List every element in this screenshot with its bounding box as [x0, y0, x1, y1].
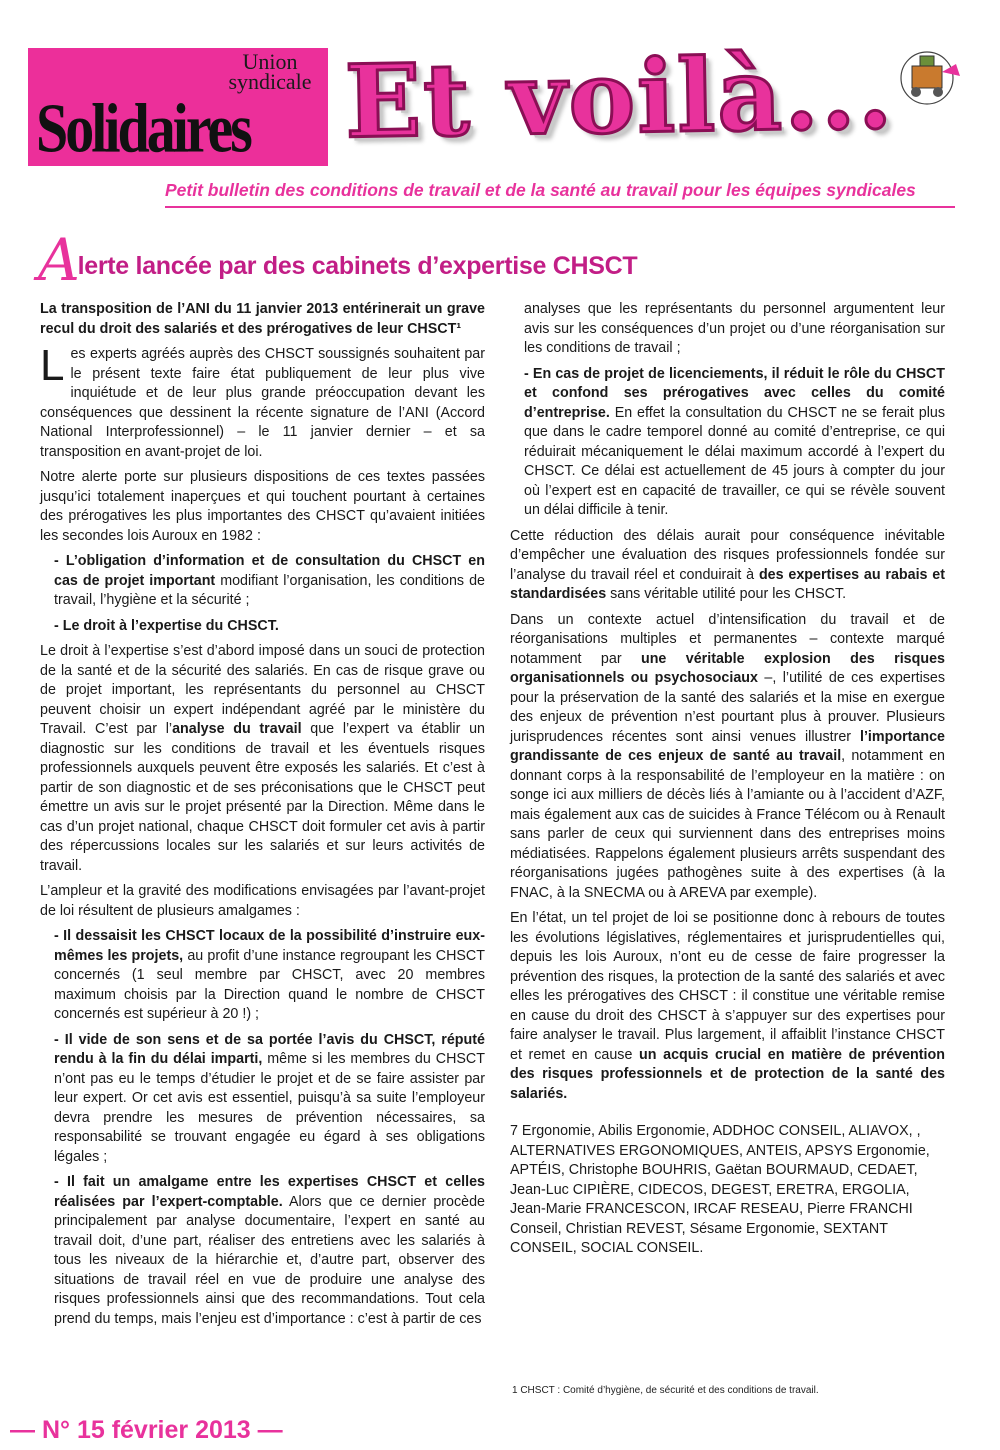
paragraph-delais-bold: des expertises au rabais et standardisées — [510, 566, 946, 602]
paragraph-alert: Notre alerte porte sur plusieurs dispositions de ces textes passées jusqu’ici totalement inaperçues et qui touchent pourtant à certaines des prérogatives les plus importantes des CHSCT qu’avaient initiées les secondes lois Auroux en 1982 : — [40, 469, 485, 544]
bullet-amalgame-text: Alors que ce dernier procède principalement par analyse documentaire, l’expert en santé au travail doit, d’une part, réaliser des entretiens avec les salariés à tous les niveaux de la hiérarchie et, d’autre part, observer des situations de travail réel en vue de produire une analyse des risques professionnels ainsi que des recommandations. Tout cela prend du temps, mais l’enjeu est d’importance : c’est à partir de ces — [54, 1193, 485, 1327]
paragraph-delais — [510, 527, 945, 605]
paragraph-expertise-bold: analyse du travail — [172, 721, 302, 737]
paragraph-conclusion-bold: un acquis crucial en matière de prévention des risques professionnels et de protection de la santé des salariés. — [510, 1046, 945, 1102]
paragraph-contexte-text-2: –, l’utilité de ces expertises pour la préservation de la santé des salariés et la mise en exergue des enjeux de prévention n’est pourtant plus à prouver. Plusieurs jurisprudences récentes sont ainsi venues illustrer — [510, 670, 945, 745]
bullet-licenciements-bold: - En cas de projet de licenciements, il réduit le rôle du CHSCT et confond ses prérogatives avec celles du comité d’entreprise. — [524, 365, 945, 421]
solidaires-logo-text: Solidaires — [36, 89, 250, 168]
bullet-licenciements-text: En effet la consultation du CHSCT ne se ferait plus que dans le cadre temporel donné au comité d’entreprise, ce qui réduirait mécaniquement le délai maximum accordé à l’expert du CHSCT. Ce délai est actuellement de 45 jours à compter du jour où l’expert est en capacité de travailler, ce qui se révèle souvent un délai difficile à tenir. — [524, 404, 945, 518]
paragraph-conclusion — [510, 909, 945, 1104]
bullet-information-bold: - L’obligation d’information et de consultation du CHSCT en cas de projet important — [54, 553, 485, 589]
paragraph-contexte-bold-2: l’importance grandissante de ces enjeux de santé au travail — [510, 728, 945, 764]
paragraph-intro-text: es experts agréés auprès des CHSCT soussignés souhaitent par le présent texte faire état publiquement de leur plus vive inquiétude et de leur plus grande préoccupation devant les conséquences que dessinent la récente signature de l’ANI (Accord National Interprofessionnel) – le 11 janvier dernier – et sa transposition en avant-projet de loi. — [40, 346, 485, 460]
bulletin-tagline: Petit bulletin des conditions de travail et de la santé au travail pour les équipes syndicales — [165, 180, 916, 200]
paragraph-conclusion-text: En l’état, un tel projet de loi se positionne donc à rebours de toutes les évolutions législatives, réglementaires et jurisprudentielles qui, depuis les lois Auroux, n’ont eu de cesse de faire progresser la prévention des risques, la protection de la santé des salariés et avec elles les prérogatives des CHSCT : il constitue une véritable remise en cause du droit des CHSCT à s’appuyer sur des expertises pour faire analyser le travail. Plus largement, il affaiblit l’instance CHSCT et remet en cause — [510, 910, 945, 1063]
article-lead: La transposition de l’ANI du 11 janvier 2013 entérinerait un grave recul du droit des salariés et des prérogatives de leur CHSCT¹ — [40, 301, 485, 337]
bullet-avis — [40, 1031, 485, 1168]
paragraph-delais-text-1: Cette réduction des délais aurait pour conséquence inévitable d’empêcher une évaluation des risques professionnels fondée sur l’analyse du travail réel et conduirait à — [510, 527, 945, 583]
tagline-rule — [165, 206, 955, 208]
bullet-amalgame — [40, 1173, 485, 1329]
bullet-amalgame-continued: analyses que les représentants du personnel argumentent leur avis sur les conséquences d’un projet ou d’une réorganisation sur les conditions de travail ; — [524, 301, 945, 356]
logo-union-line-2: syndicale — [228, 69, 312, 94]
issue-number-date: — N° 15 février 2013 — — [10, 1416, 283, 1444]
bullet-dessaisit-bold: - Il dessaisit les CHSCT locaux de la possibilité d’instruire eux-mêmes les projets, — [54, 928, 485, 964]
paragraph-contexte — [510, 611, 945, 904]
paragraph-contexte-bold-1: une véritable explosion des risques organisationnels ou psychosociaux — [510, 650, 945, 686]
bullet-expertise-bold: - Le droit à l’expertise du CHSCT. — [54, 617, 279, 634]
bullet-expertise — [40, 617, 485, 637]
masthead-title: Et voilà... — [344, 33, 896, 161]
bullet-avis-text: même si les membres du CHSCT n’ont pas eu le temps d’étudier le projet et de se faire assister par leur expert. Or cet avis est essentiel, puisqu’à sa suite l’employeur devra prendre les mesures de prévention nécessaires, sa responsabilité se trouvant engagée eu égard à ses obligations légales ; — [54, 1051, 485, 1165]
paragraph-expertise-text-2: que l’expert va établir un diagnostic sur les conditions de travail et les éventuels risques professionnels auxquels peuvent être exposés les salariés. Et c’est à partir de son diagnostic et de ses préconisations que le CHSCT peut émettre un avis sur le projet présenté par la Direction. Même dans le cas d’un projet national, chaque CHSCT doit formuler cet avis à partir des répercussions locales sur les salariés et sur leurs activités de travail. — [40, 721, 485, 874]
bullet-licenciements — [510, 365, 945, 521]
paragraph-delais-text-2: sans véritable utilité pour les CHSCT. — [606, 586, 847, 602]
bullet-information — [40, 552, 485, 611]
bullet-avis-bold: - Il vide de son sens et de sa portée l’avis du CHSCT, réputé rendu à la fin du délai imparti, — [54, 1031, 485, 1067]
paragraph-expertise-text-1: Le droit à l’expertise s’est d’abord imposé dans un souci de protection de la santé et de la sécurité des salariés. En cas de risque grave ou de projet important, les représentants du personnel au CHSCT peuvent choisir un expert indépendant agréé par le ministère du Travail. C’est par l’ — [40, 643, 485, 737]
logo-union-syndicale — [210, 49, 330, 94]
title-initial: A — [38, 226, 80, 294]
article-title — [38, 226, 637, 294]
bullet-dessaisit — [40, 927, 485, 1025]
drop-cap: L — [40, 341, 65, 390]
bullet-amalgame-bold: - Il fait un amalgame entre les expertises CHSCT et celles réalisées par l’expert-comptable. — [54, 1174, 485, 1210]
signatories-list: 7 Ergonomie, Abilis Ergonomie, ADDHOC CONSEIL, ALIAVOX, , ALTERNATIVES ERGONOMIQUES, ANTEIS, APSYS Ergonomie, APTÉIS, Christophe BOUHRIS, Gaëtan BOURMAUD, CEDAET, Jean-Luc CIPIÈRE, CIDECOS, DEGEST, ERETRA, ERGOLIA, Jean-Marie FRANCESCON, IRCAF RESEAU, Pierre FRANCHI Conseil, Christian REVEST, Sésame Ergonomie, SEXTANT CONSEIL, SOCIAL CONSEIL. — [510, 1123, 930, 1256]
paragraph-contexte-text-3: , notamment en donnant corps à la responsabilité de l’employeur en la matière : on songe ici aux milliers de décès liés à l’amiante ou à l’accident d’AZF, mais également aux cas de suicides à France Télécom ou à Renault sans parler de ceux qui surviennent dans des entreprises moins médiatisées. Rappelons également plusieurs arrêts suspendant des réorganisations jugées pathogènes suite à des expertises (à la FNAC, à la SNECMA ou à AREVA par exemple). — [510, 748, 945, 901]
mascot-illustration-icon — [882, 48, 972, 108]
paragraph-amalgams: L’ampleur et la gravité des modifications envisagées par l’avant-projet de loi résultent de plusieurs amalgames : — [40, 883, 485, 919]
paragraph-intro — [40, 341, 485, 462]
title-text: lerte lancée par des cabinets d’expertise CHSCT — [77, 252, 638, 280]
paragraph-expertise — [40, 642, 485, 876]
paragraph-contexte-text-1: Dans un contexte actuel d’intensification du travail et de réorganisations multiples et permanentes – contexte marqué notamment par — [510, 611, 945, 667]
footnote: 1 CHSCT : Comité d’hygiène, de sécurité et des conditions de travail. — [512, 1385, 819, 1396]
right-column — [510, 300, 945, 1265]
left-column — [40, 300, 485, 1335]
logo-union-line-1: Union — [242, 49, 298, 74]
bullet-dessaisit-text: au profit d’une instance regroupant les CHSCT concernés (1 seul membre par CHSCT, avec 20 membres maximum choisis par la Direction quand le nombre de CHSCT concernés est supérieur à 20 !) ; — [54, 947, 485, 1022]
bullet-information-text: modifiant l’organisation, les conditions de travail, l’hygiène et la sécurité ; — [54, 572, 485, 608]
